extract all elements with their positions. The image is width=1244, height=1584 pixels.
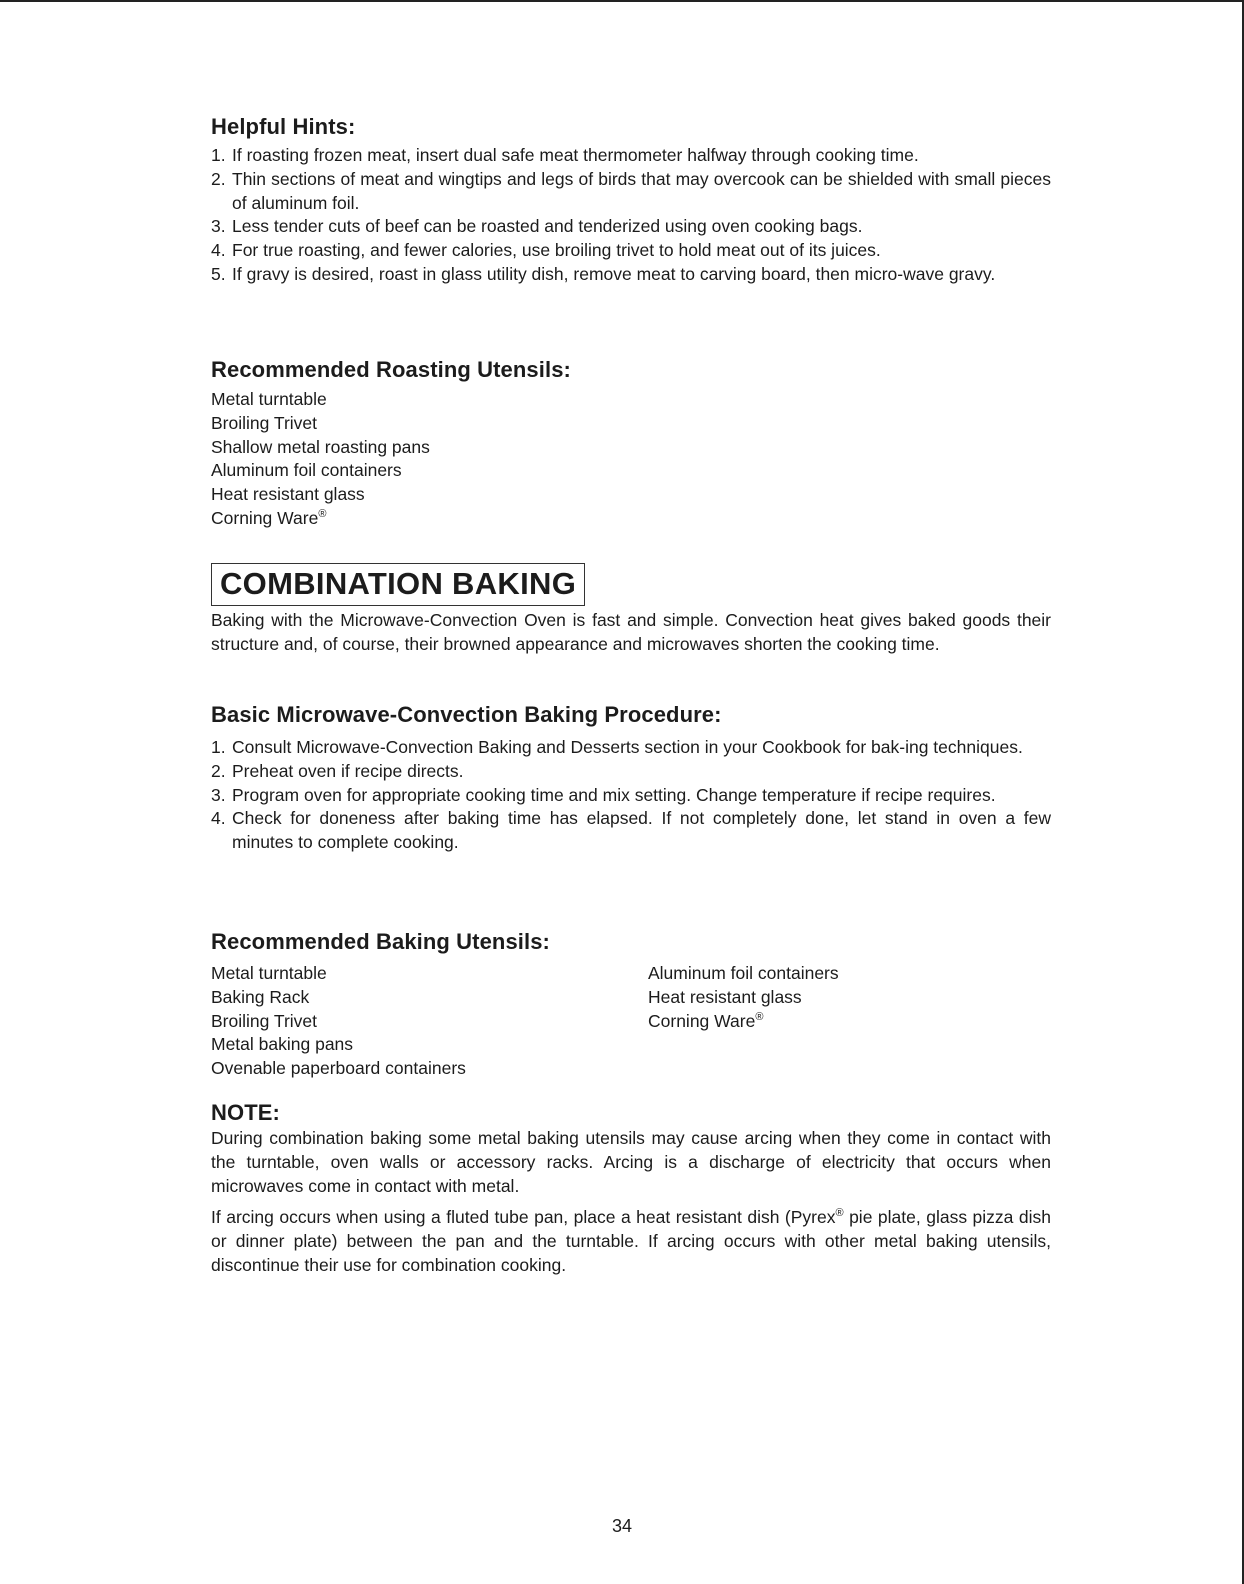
list-item: Heat resistant glass: [211, 484, 365, 505]
page-top-border: [0, 0, 1244, 2]
list-item: 4. Check for doneness after baking time has elapsed. If not completely done, let stand in oven a few minutes to complete cooking.: [211, 808, 1051, 853]
list-item: Metal turntable: [211, 963, 327, 983]
procedure-list: [211, 736, 1051, 855]
list-item: 2. Preheat oven if recipe directs.: [211, 760, 464, 781]
list-item: Corning Ware®: [211, 507, 327, 528]
procedure-heading: Basic Microwave-Convection Baking Procedure:: [211, 702, 722, 727]
list-item: 3. Less tender cuts of beef can be roasted and tenderized using oven cooking bags.: [211, 216, 863, 237]
baking-utensils-left-list: [211, 962, 466, 1081]
helpful-hints-heading: Helpful Hints:: [211, 114, 356, 139]
list-item: Broiling Trivet: [211, 1010, 318, 1031]
note-paragraph-2: If arcing occurs when using a fluted tube pan, place a heat resistant dish (Pyrex® pie plate, glass pizza dish or dinner plate) between the pan and the turntable. If arcing occurs with other metal baking utensils, discontinue their use for combination cooking.: [211, 1207, 1051, 1275]
note-paragraph-1: During combination baking some metal baking utensils may cause arcing when they come in contact with the turntable, oven walls or accessory racks. Arcing is a discharge of electricity that occurs when microwaves come in contact with metal.: [211, 1128, 1051, 1196]
baking-utensils-right-list: [648, 962, 839, 1033]
list-item: Shallow metal roasting pans: [211, 436, 430, 457]
baking-utensils-heading: Recommended Baking Utensils:: [211, 929, 550, 954]
combination-baking-title: COMBINATION BAKING: [211, 563, 585, 606]
list-item: Aluminum foil containers: [211, 460, 402, 481]
list-item: 1. Consult Microwave-Convection Baking and Desserts section in your Cookbook for bak-ing techniques.: [211, 737, 1023, 757]
list-item: Baking Rack: [211, 986, 310, 1007]
registered-mark: ®: [755, 1010, 764, 1023]
list-item: 4. For true roasting, and fewer calories, use broiling trivet to hold meat out of its juices.: [211, 240, 881, 261]
list-item: 3. Program oven for appropriate cooking time and mix setting. Change temperature if recipe requires.: [211, 784, 996, 805]
list-item: Heat resistant glass: [648, 986, 802, 1007]
list-item: Metal baking pans: [211, 1034, 354, 1055]
roasting-utensils-heading: Recommended Roasting Utensils:: [211, 357, 571, 382]
list-item: 2. Thin sections of meat and wingtips and legs of birds that may overcook can be shielded with small pieces of aluminum foil.: [211, 168, 1051, 213]
list-item: 1. If roasting frozen meat, insert dual safe meat thermometer halfway through cooking time.: [211, 145, 919, 165]
helpful-hints-list: [211, 144, 1051, 287]
roasting-utensils-list: [211, 388, 430, 531]
page-number: 34: [611, 1516, 633, 1536]
list-item: 5. If gravy is desired, roast in glass utility dish, remove meat to carving board, then micro-wave gravy.: [211, 263, 996, 284]
combination-baking-intro: Baking with the Microwave-Convection Oven is fast and simple. Convection heat gives baked goods their structure and, of course, their browned appearance and microwaves shorten the cooking time.: [211, 610, 1051, 654]
list-item: Aluminum foil containers: [648, 963, 839, 983]
list-item: Ovenable paperboard containers: [211, 1058, 466, 1079]
list-item: Corning Ware®: [648, 1010, 764, 1031]
list-item: Broiling Trivet: [211, 412, 318, 433]
registered-mark: ®: [318, 508, 327, 521]
registered-mark: ®: [835, 1207, 844, 1220]
note-heading: NOTE:: [211, 1100, 280, 1125]
list-item: Metal turntable: [211, 389, 327, 409]
